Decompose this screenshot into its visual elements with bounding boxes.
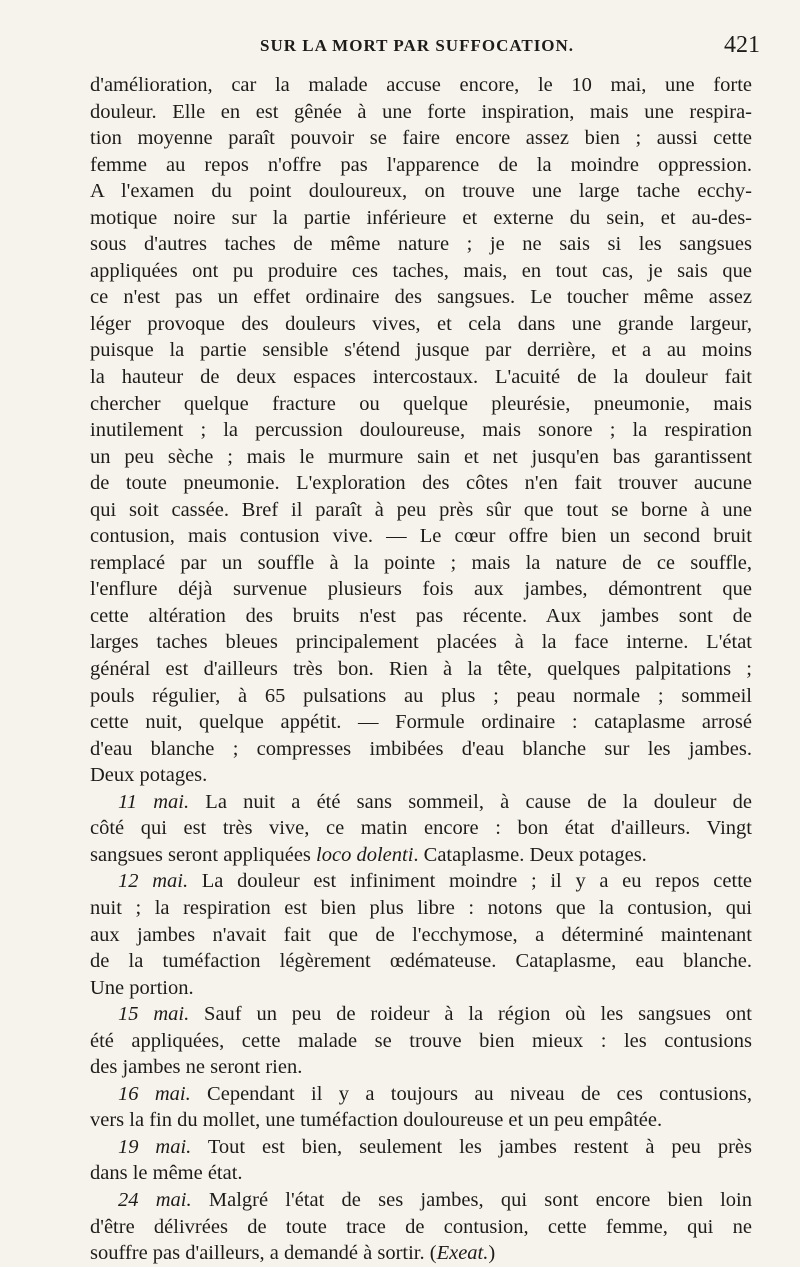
text-line — [90, 576, 752, 603]
line-text: cette nuit, quelque appétit. — Formule ordinaire : cataplasme arrosé — [90, 711, 752, 734]
text-line — [90, 603, 752, 630]
line-text: d'eau blanche ; compresses imbibées d'eau blanche sur les jambes. — [90, 737, 752, 760]
line-text: de toute pneumonie. L'exploration des côtes n'en fait trouver aucune — [90, 472, 752, 495]
line-text: pouls régulier, à 65 pulsations au plus ; peau normale ; sommeil — [90, 684, 752, 707]
line-text-after: ) — [488, 1242, 496, 1265]
text-line — [90, 683, 752, 710]
text-line — [90, 99, 752, 126]
line-text: dans le même état. — [90, 1162, 243, 1185]
text-line — [90, 523, 752, 550]
entry-date: 24 mai. — [118, 1188, 192, 1211]
line-text: Tout est bien, seulement les jambes restent à peu près — [191, 1135, 752, 1158]
text-line — [90, 550, 752, 577]
line-text: Une portion. — [90, 976, 194, 999]
line-text: de la tuméfaction légèrement œdémateuse. Cataplasme, eau blanche. — [90, 950, 752, 973]
text-line — [90, 736, 752, 763]
line-text: souffre pas d'ailleurs, a demandé à sortir. ( — [90, 1242, 437, 1265]
line-text: femme au repos n'offre pas l'apparence de la moindre oppression. — [90, 153, 752, 176]
text-line — [90, 895, 752, 922]
text-line — [90, 656, 752, 683]
line-text: sous d'autres taches de même nature ; je ne sais si les sangsues — [90, 233, 752, 256]
text-line — [90, 1160, 752, 1187]
text-line — [90, 922, 752, 949]
line-text: des jambes ne seront rien. — [90, 1056, 303, 1079]
line-text: tion moyenne paraît pouvoir se faire encore assez bien ; aussi cette — [90, 127, 752, 150]
line-text: La nuit a été sans sommeil, à cause de la douleur de — [189, 790, 752, 813]
text-line — [90, 364, 752, 391]
line-text: un peu sèche ; mais le murmure sain et net jusqu'en bas garantissent — [90, 445, 752, 468]
italic-phrase: Exeat. — [436, 1242, 489, 1265]
line-text: général est d'ailleurs très bon. Rien à la tête, quelques palpitations ; — [90, 658, 752, 681]
line-text: été appliquées, cette malade se trouve bien mieux : les contusions — [90, 1029, 752, 1052]
text-line — [90, 842, 752, 869]
running-header — [90, 32, 760, 64]
line-text: vers la fin du mollet, une tuméfaction douloureuse et un peu empâtée. — [90, 1109, 663, 1132]
text-line — [90, 1081, 752, 1108]
text-line — [90, 444, 752, 471]
line-text: douleur. Elle en est gênée à une forte inspiration, mais une respira- — [90, 100, 752, 123]
text-line — [90, 789, 752, 816]
text-line — [90, 311, 752, 338]
text-line — [90, 284, 752, 311]
line-text: Sauf un peu de roideur à la région où les sangsues ont — [189, 1003, 752, 1026]
line-text: larges taches bleues principalement placées à la face interne. L'état — [90, 631, 752, 654]
line-text: d'amélioration, car la malade accuse encore, le 10 mai, une forte — [90, 74, 752, 96]
line-text: A l'examen du point douloureux, on trouve une large tache ecchy- — [90, 180, 752, 203]
line-text: qui soit cassée. Bref il paraît à peu près sûr que tout se borne à une — [90, 498, 752, 521]
text-line — [90, 417, 752, 444]
text-line — [90, 975, 752, 1002]
text-line — [90, 1214, 752, 1241]
body-text — [90, 72, 752, 1267]
line-text: Deux potages. — [90, 764, 208, 787]
text-line — [90, 1107, 752, 1134]
line-text: motique noire sur la partie inférieure et externe du sein, et au-des- — [90, 206, 752, 229]
line-text: chercher quelque fracture ou quelque pleurésie, pneumonie, mais — [90, 392, 752, 415]
text-line — [90, 762, 752, 789]
text-line — [90, 1240, 752, 1267]
text-line — [90, 231, 752, 258]
text-line — [90, 337, 752, 364]
line-text: cette altération des bruits n'est pas récente. Aux jambes sont de — [90, 604, 752, 627]
text-line — [90, 868, 752, 895]
text-line — [90, 629, 752, 656]
line-text: côté qui est très vive, ce matin encore : bon état d'ailleurs. Vingt — [90, 817, 752, 840]
line-text: puisque la partie sensible s'étend jusque par derrière, et a au moins — [90, 339, 752, 362]
text-line — [90, 948, 752, 975]
line-text: nuit ; la respiration est bien plus libre : notons que la contusion, qui — [90, 896, 752, 919]
line-text: inutilement ; la percussion douloureuse, mais sonore ; la respiration — [90, 419, 752, 442]
line-text: remplacé par un souffle à la pointe ; mais la nature de ce souffle, — [90, 551, 752, 574]
text-line — [90, 709, 752, 736]
line-text: sangsues seront appliquées — [90, 843, 317, 866]
line-text: contusion, mais contusion vive. — Le cœur offre bien un second bruit — [90, 525, 752, 548]
line-text: léger provoque des douleurs vives, et cela dans une grande largeur, — [90, 312, 752, 335]
italic-phrase: loco dolenti — [316, 843, 414, 866]
line-text: appliquées ont pu produire ces taches, mais, en tout cas, je sais que — [90, 259, 752, 282]
running-title: SUR LA MORT PAR SUFFOCATION. — [260, 36, 575, 55]
text-line — [90, 470, 752, 497]
entry-date: 11 mai. — [118, 790, 190, 813]
text-line — [90, 72, 752, 99]
line-text-after: . Cataplasme. Deux potages. — [413, 843, 647, 866]
text-line — [90, 1187, 752, 1214]
text-line — [90, 391, 752, 418]
text-line — [90, 258, 752, 285]
entry-date: 16 mai. — [118, 1082, 191, 1105]
text-line — [90, 205, 752, 232]
line-text: La douleur est infiniment moindre ; il y a eu repos cette — [188, 870, 752, 893]
text-line — [90, 1001, 752, 1028]
text-line — [90, 1054, 752, 1081]
text-line — [90, 497, 752, 524]
entry-date: 12 mai. — [118, 870, 189, 893]
page-number: 421 — [724, 32, 760, 58]
line-text: d'être délivrées de toute trace de contusion, cette femme, qui ne — [90, 1215, 752, 1238]
text-line — [90, 125, 752, 152]
text-line — [90, 1134, 752, 1161]
text-line — [90, 152, 752, 179]
line-text: Malgré l'état de ses jambes, qui sont encore bien loin — [191, 1188, 752, 1211]
line-text: ce n'est pas un effet ordinaire des sangsues. Le toucher même assez — [90, 286, 752, 309]
line-text: la hauteur de deux espaces intercostaux. L'acuité de la douleur fait — [90, 366, 752, 389]
text-line — [90, 178, 752, 205]
line-text: l'enflure déjà survenue plusieurs fois aux jambes, démontrent que — [90, 578, 752, 601]
text-line — [90, 1028, 752, 1055]
line-text: aux jambes n'avait fait que de l'ecchymose, a déterminé maintenant — [90, 923, 752, 946]
text-line — [90, 815, 752, 842]
entry-date: 15 mai. — [118, 1003, 190, 1026]
line-text: Cependant il y a toujours au niveau de ces contusions, — [190, 1082, 752, 1105]
entry-date: 19 mai. — [118, 1135, 192, 1158]
